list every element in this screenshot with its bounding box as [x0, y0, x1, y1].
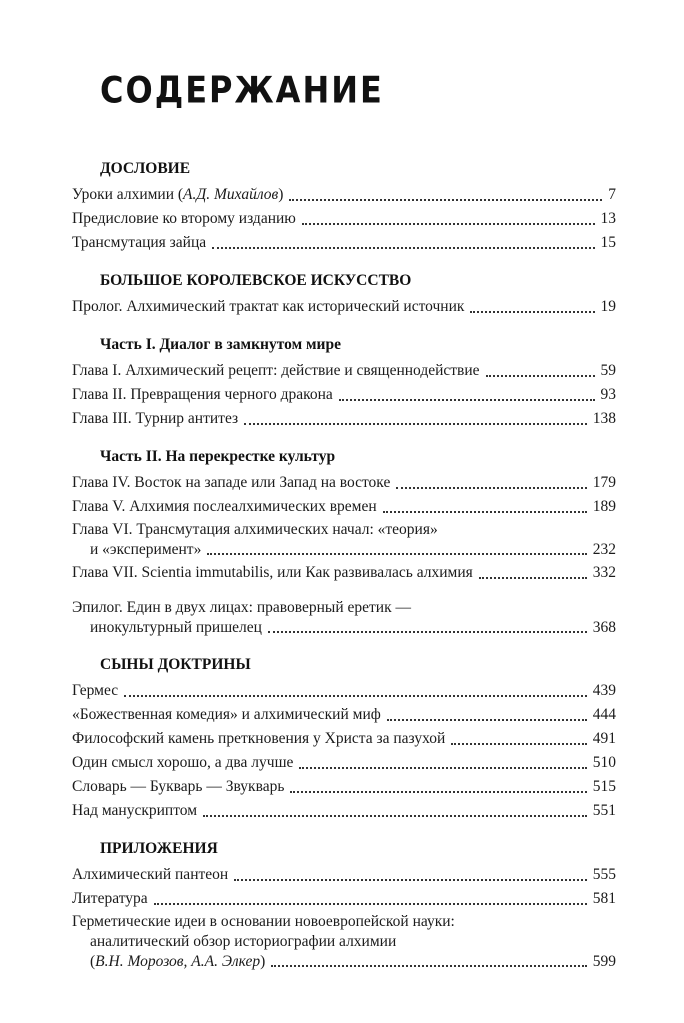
toc-entry[interactable]: [72, 184, 616, 206]
entry-title-line: инокультурный пришелец: [90, 619, 262, 636]
page-number: 555: [592, 866, 616, 883]
page-number: 15: [600, 234, 616, 251]
page-number: 510: [592, 754, 616, 771]
dot-leader: [302, 223, 595, 225]
section-heading: СЫНЫ ДОКТРИНЫ: [100, 656, 251, 673]
section-heading: ПРИЛОЖЕНИЯ: [100, 840, 218, 857]
toc-entry[interactable]: [72, 864, 616, 886]
page-number: 491: [592, 730, 616, 747]
dot-leader: [479, 577, 587, 579]
toc-entry[interactable]: [72, 728, 616, 750]
page-number: 138: [592, 410, 616, 427]
toc-entry[interactable]: [72, 384, 616, 406]
dot-leader: [154, 903, 587, 905]
entry-title: Глава II. Превращения черного дракона: [72, 386, 333, 403]
entry-title: Пролог. Алхимический трактат как исторический источник: [72, 298, 465, 315]
entry-title-line: Глава VI. Трансмутация алхимических начал: «теория»: [72, 521, 438, 538]
entry-author: В.Н. Морозов, А.А. Элкер: [95, 953, 261, 970]
dot-leader: [470, 311, 594, 313]
entry-title: Трансмутация зайца: [72, 234, 207, 251]
toc-entry[interactable]: [72, 800, 616, 822]
section-heading: БОЛЬШОЕ КОРОЛЕВСКОЕ ИСКУССТВО: [100, 272, 412, 289]
toc-entry[interactable]: [72, 408, 616, 430]
dot-leader: [268, 631, 587, 633]
dot-leader: [212, 247, 594, 249]
toc-entry[interactable]: [72, 912, 616, 972]
dot-leader: [451, 743, 586, 745]
page-number: 19: [600, 298, 616, 315]
entry-title: Предисловие ко второму изданию: [72, 210, 296, 227]
entry-title: «Божественная комедия» и алхимический миф: [72, 706, 381, 723]
entry-title: Глава III. Турнир антитез: [72, 410, 239, 427]
dot-leader: [207, 553, 586, 555]
dot-leader: [234, 879, 587, 881]
page-number: 7: [608, 186, 616, 203]
toc-entry[interactable]: [72, 208, 616, 230]
page-number: 232: [592, 541, 616, 558]
page-number: 189: [592, 498, 616, 515]
entry-title-line: и «эксперимент»: [90, 541, 202, 558]
entry-title: Уроки алхимии (А.Д. Михайлов): [72, 186, 284, 203]
toc-entry[interactable]: [72, 520, 616, 560]
dot-leader: [387, 719, 587, 721]
page-number: 581: [592, 890, 616, 907]
dot-leader: [203, 815, 587, 817]
entry-title: Словарь — Букварь — Звукварь: [72, 778, 285, 795]
table-of-contents: [72, 158, 616, 974]
toc-entry[interactable]: [72, 776, 616, 798]
dot-leader: [124, 695, 587, 697]
toc-entry[interactable]: [72, 232, 616, 254]
entry-title: Глава VII. Scientia immutabilis, или Как развивалась алхимия: [72, 564, 473, 581]
toc-entry[interactable]: [72, 752, 616, 774]
dot-leader: [244, 423, 587, 425]
dot-leader: [383, 511, 587, 513]
dot-leader: [290, 791, 586, 793]
toc-entry[interactable]: [72, 360, 616, 382]
section-heading: ДОСЛОВИЕ: [100, 160, 191, 177]
toc-entry[interactable]: [72, 704, 616, 726]
dot-leader: [396, 487, 586, 489]
entry-title-line: аналитический обзор историографии алхимии: [90, 933, 397, 950]
page-number: 599: [592, 953, 616, 970]
entry-title: Глава IV. Восток на западе или Запад на востоке: [72, 474, 391, 491]
section-heading: Часть II. На перекрестке культур: [100, 448, 336, 465]
entry-title: Литература: [72, 890, 148, 907]
page-number: 332: [592, 564, 616, 581]
page-number: 515: [592, 778, 616, 795]
entry-title-line: Эпилог. Един в двух лицах: правоверный еретик —: [72, 599, 411, 616]
page-number: 179: [592, 474, 616, 491]
entry-title: Алхимический пантеон: [72, 866, 229, 883]
dot-leader: [299, 767, 586, 769]
page-number: 439: [592, 682, 616, 699]
toc-entry[interactable]: [72, 496, 616, 518]
page-number: 13: [600, 210, 616, 227]
toc-entry[interactable]: [72, 598, 616, 638]
toc-entry[interactable]: [72, 472, 616, 494]
page-title: СОДЕРЖАНИЕ: [100, 68, 384, 112]
entry-title: Над манускриптом: [72, 802, 198, 819]
entry-title: Глава V. Алхимия послеалхимических времен: [72, 498, 377, 515]
entry-title: Гермес: [72, 682, 119, 699]
entry-title: Один смысл хорошо, а два лучше: [72, 754, 294, 771]
entry-author: А.Д. Михайлов: [183, 186, 279, 203]
toc-entry[interactable]: [72, 680, 616, 702]
page-number: 444: [592, 706, 616, 723]
page-number: 59: [600, 362, 616, 379]
page-number: 551: [592, 802, 616, 819]
dot-leader: [486, 375, 595, 377]
dot-leader: [271, 965, 586, 967]
dot-leader: [339, 399, 595, 401]
page-number: 368: [592, 619, 616, 636]
entry-title-line: Герметические идеи в основании новоевропейской науки:: [72, 913, 455, 930]
section-heading: Часть I. Диалог в замкнутом мире: [100, 336, 341, 353]
entry-title-line: (В.Н. Морозов, А.А. Элкер): [90, 953, 266, 970]
entry-title: Глава I. Алхимический рецепт: действие и священнодействие: [72, 362, 480, 379]
toc-entry[interactable]: [72, 562, 616, 584]
toc-entry[interactable]: [72, 296, 616, 318]
toc-entry[interactable]: [72, 888, 616, 910]
dot-leader: [289, 199, 602, 201]
entry-title: Философский камень преткновения у Христа за пазухой: [72, 730, 446, 747]
page-number: 93: [600, 386, 616, 403]
